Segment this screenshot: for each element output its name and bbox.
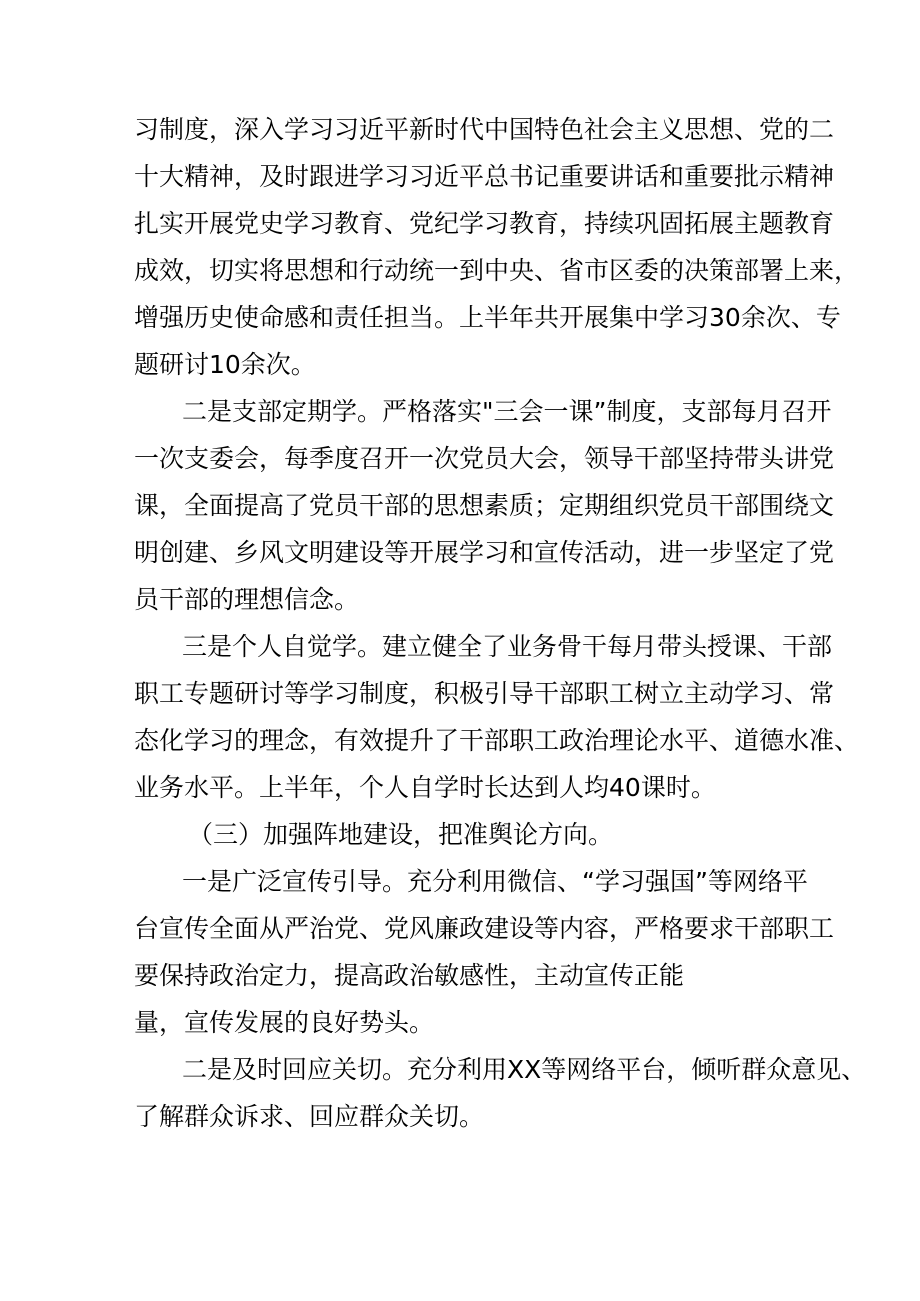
body-line: 台宣传全面从严治党、党风廉政建设等内容，严格要求干部职工 — [134, 914, 835, 943]
paragraph-heading-line: 二是支部定期学。严格落实"三会一课”制度，支部每月召开 — [182, 397, 832, 426]
body-line: 十大精神，及时跟进学习习近平总书记重要讲话和重要批示精神 — [134, 162, 835, 191]
body-line: 员干部的理想信念。 — [134, 585, 360, 614]
body-line: 要保持政治定力，提高政治敏感性，主动宣传正能 — [134, 961, 685, 990]
body-line: 扎实开展党史学习教育、党纪学习教育，持续巩固拓展主题教育 — [134, 209, 835, 238]
body-line: 职工专题研讨等学习制度，积极引导干部职工树立主动学习、常 — [134, 679, 835, 708]
paragraph-heading-line: 一是广泛宣传引导。充分利用微信、“学习强国”等网络平 — [182, 867, 808, 896]
body-line: 业务水平。上半年，个人自学时长达到人均40课时。 — [134, 773, 716, 802]
body-line: 了解群众诉求、回应群众关切。 — [134, 1102, 485, 1131]
body-line: 态化学习的理念，有效提升了干部职工政治理论水平、道德水准、 — [134, 726, 860, 755]
body-line: 题研讨10余次。 — [134, 350, 316, 379]
body-line: 习制度，深入学习习近平新时代中国特色社会主义思想、党的二 — [134, 115, 835, 144]
body-line: 增强历史使命感和责任担当。上半年共开展集中学习30余次、专 — [134, 303, 841, 332]
body-line: 一次支委会，每季度召开一次党员大会，领导干部坚持带头讲党 — [134, 444, 835, 473]
body-line: 明创建、乡风文明建设等开展学习和宣传活动，进一步坚定了党 — [134, 538, 835, 567]
body-line: 量，宣传发展的良好势头。 — [134, 1008, 435, 1037]
body-line: 课，全面提高了党员干部的思想素质；定期组织党员干部围绕文 — [134, 491, 835, 520]
section-heading: （三）加强阵地建设，把准舆论方向。 — [188, 820, 614, 849]
paragraph-heading-line: 三是个人自觉学。建立健全了业务骨干每月带头授课、干部 — [182, 632, 833, 661]
document-body — [134, 106, 867, 1140]
paragraph-heading-line: 二是及时回应关切。充分利用XX等网络平台，倾听群众意见、 — [182, 1055, 867, 1084]
body-line: 成效，切实将思想和行动统一到中央、省市区委的决策部署上来， — [134, 256, 860, 285]
